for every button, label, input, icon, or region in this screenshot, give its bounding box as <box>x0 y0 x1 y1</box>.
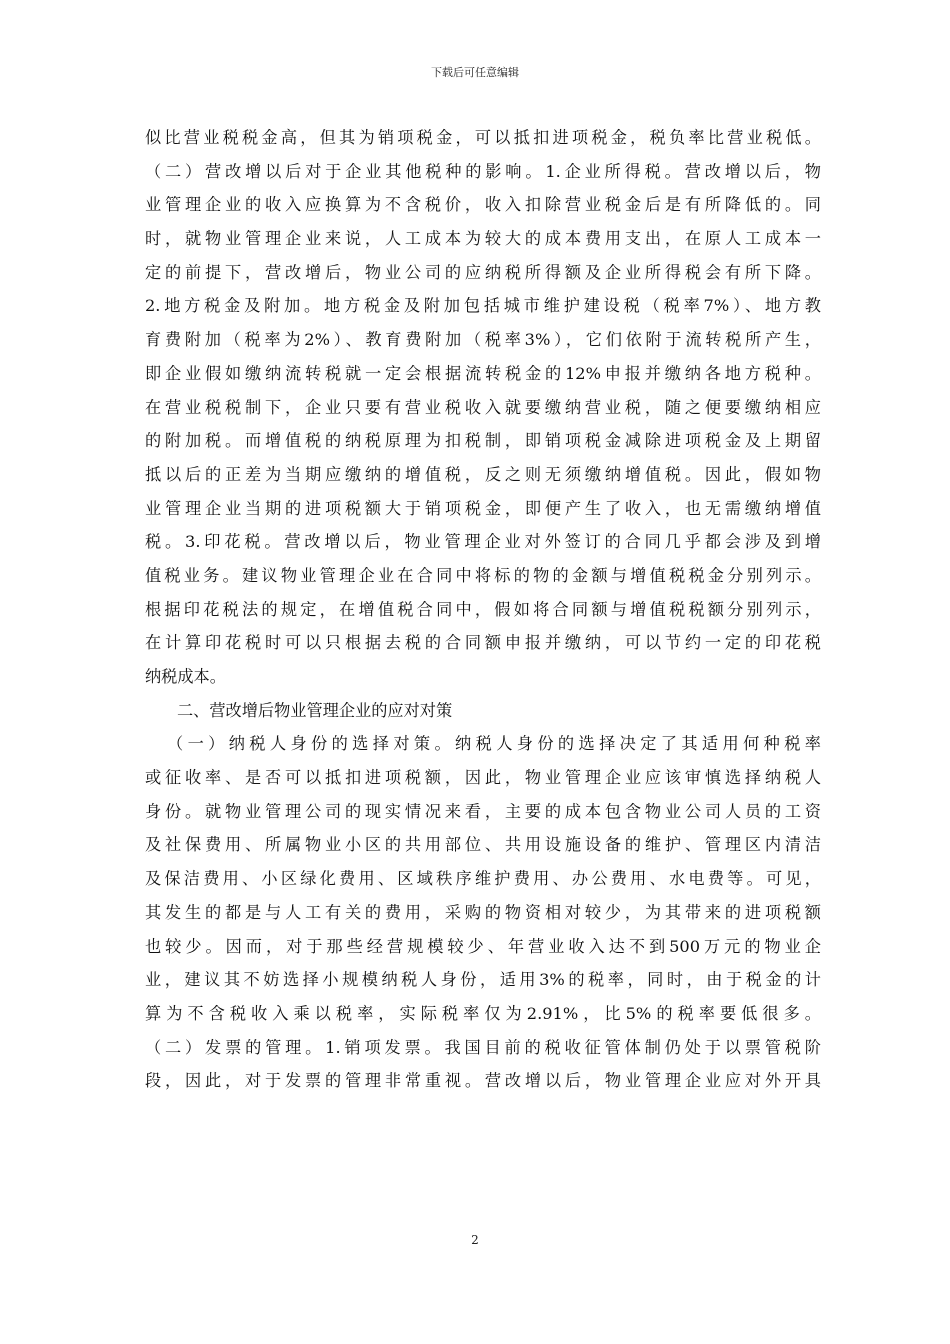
text-line: 税。3.印花税。营改增以后，物业管理企业对外签订的合同几乎都会涉及到增 <box>145 532 821 552</box>
text-line: 业管理企业当期的进项税额大于销项税金，即便产生了收入，也无需缴纳增值 <box>145 498 821 518</box>
text-line: 或征收率、是否可以抵扣进项税额，因此，物业管理企业应该审慎选择纳税人 <box>145 768 821 788</box>
text-line: 业，建议其不妨选择小规模纳税人身份，适用3%的税率，同时，由于税金的计 <box>145 970 821 990</box>
text-line: 纳税成本。 <box>145 667 226 686</box>
text-line: 在计算印花税时可以只根据去税的合同额申报并缴纳，可以节约一定的印花税 <box>145 633 821 653</box>
text-line: （一）纳税人身份的选择对策。纳税人身份的选择决定了其适用何种税率 <box>167 734 821 754</box>
text-line: 抵以后的正差为当期应缴纳的增值税，反之则无须缴纳增值税。因此，假如物 <box>145 464 821 484</box>
text-line: 育费附加（税率为2%）、教育费附加（税率3%），它们依附于流转税所产生， <box>145 330 821 350</box>
text-line: 即企业假如缴纳流转税就一定会根据流转税金的12%申报并缴纳各地方税种。 <box>145 363 821 383</box>
text-line: 根据印花税法的规定，在增值税合同中，假如将合同额与增值税税额分别列示， <box>145 599 821 619</box>
text-line: 也较少。因而，对于那些经营规模较少、年营业收入达不到500万元的物业企 <box>145 936 821 956</box>
page-header: 下载后可任意编辑 <box>431 66 519 79</box>
text-line: 值税业务。建议物业管理企业在合同中将标的物的金额与增值税税金分别列示。 <box>145 565 821 585</box>
text-line: 业管理企业的收入应换算为不含税价，收入扣除营业税金后是有所降低的。同 <box>145 195 821 215</box>
text-line: 段，因此，对于发票的管理非常重视。营改增以后，物业管理企业应对外开具 <box>145 1071 821 1091</box>
text-line: 似比营业税税金高，但其为销项税金，可以抵扣进项税金，税负率比营业税低。 <box>145 128 821 147</box>
text-line: 定的前提下，营改增后，物业公司的应纳税所得额及企业所得税会有所下降。 <box>145 262 821 282</box>
text-line: 及保洁费用、小区绿化费用、区域秩序维护费用、办公费用、水电费等。可见， <box>145 869 821 889</box>
section-heading: 二、营改增后物业管理企业的应对对策 <box>177 700 453 720</box>
page-number: 2 <box>471 1233 479 1247</box>
text-line: （二）发票的管理。1.销项发票。我国目前的税收征管体制仍处于以票管税阶 <box>145 1037 821 1057</box>
text-line: 2.地方税金及附加。地方税金及附加包括城市维护建设税（税率7%）、地方教 <box>145 296 821 316</box>
text-line: 在营业税税制下，企业只要有营业税收入就要缴纳营业税，随之便要缴纳相应 <box>145 397 821 417</box>
text-line: 其发生的都是与人工有关的费用，采购的物资相对较少，为其带来的进项税额 <box>145 902 821 922</box>
document-body <box>145 121 821 1098</box>
text-line: 的附加税。而增值税的纳税原理为扣税制，即销项税金减除进项税金及上期留 <box>145 431 821 451</box>
text-line: 及社保费用、所属物业小区的共用部位、共用设施设备的维护、管理区内清洁 <box>145 835 821 855</box>
text-line: 身份。就物业管理公司的现实情况来看，主要的成本包含物业公司人员的工资 <box>145 801 821 821</box>
text-line: 算为不含税收入乘以税率，实际税率仅为2.91%，比5%的税率要低很多。 <box>145 1003 821 1023</box>
text-line: （二）营改增以后对于企业其他税种的影响。1.企业所得税。营改增以后，物 <box>145 161 821 181</box>
text-line: 时，就物业管理企业来说，人工成本为较大的成本费用支出，在原人工成本一 <box>145 229 821 249</box>
